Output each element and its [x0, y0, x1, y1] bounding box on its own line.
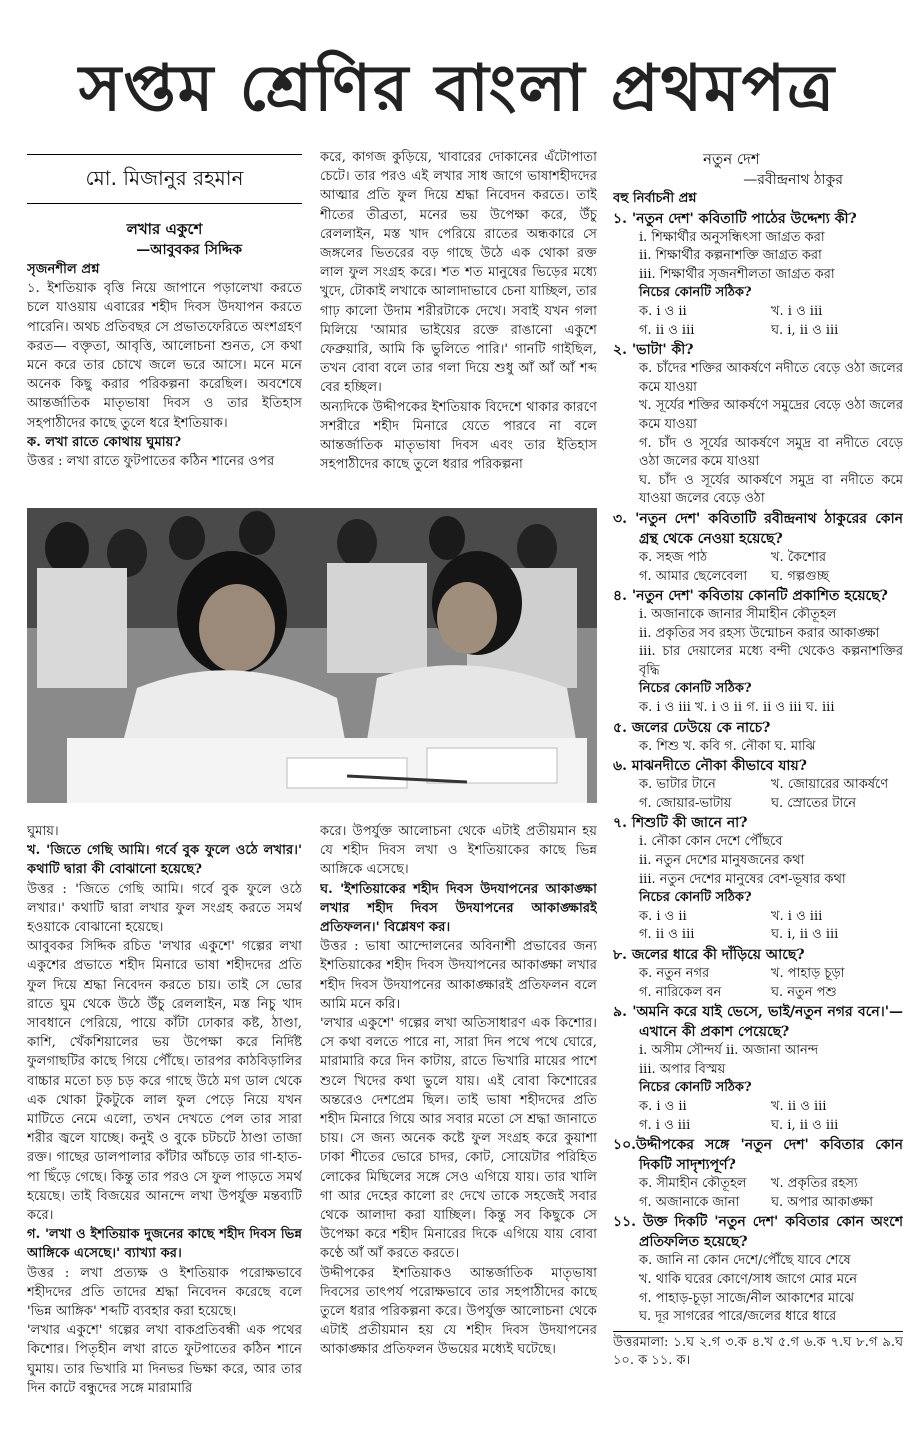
mcq-q3: ৩. 'নতুন দেশ' কবিতাটি রবীন্দ্রনাথ ঠাকুরের কোন গ্রন্থ থেকে নেওয়া হয়েছে? [613, 510, 903, 547]
mcq-q11-opt: খ. থাকি ঘরের কোণে/সাধ জাগে মোর মনে [639, 1271, 858, 1287]
choice: ক. i ও ii [639, 303, 687, 319]
mcq-which: নিচের কোনটি সঠিক? [639, 285, 752, 301]
choice: গ. ii ও iii [639, 927, 695, 943]
question-gha: ঘ. 'ইশতিয়াকের শহীদ দিবস উদযাপনের আকাঙ্ক্ষা লখার শহীদ দিবস উদযাপনের আকাঙ্ক্ষারই প্রতিফলন।' বিশ্লেষণ কর। [320, 881, 597, 936]
choice: ক. সহজ পাঠ [639, 549, 708, 565]
col2-paragraph-2: অন্যদিকে উদ্দীপকের ইশতিয়াক বিদেশে থাকার কারণে সশরীরে শহীদ মিনারে যেতে পারবে না বলে আন্তর্জাতিক মাতৃভাষা দিবস এবং তার ইতিহাস সহপাঠীদের কাছে তুলে ধরার পরিকল্পনা [320, 399, 597, 473]
mcq-q6-choices [613, 795, 903, 814]
choice: ঘ. i, ii ও iii [771, 322, 839, 338]
col3-mcq [613, 148, 903, 1423]
question-ka: ক. লখা রাতে কোথায় ঘুমায়? [27, 434, 182, 450]
poem-author: —রবীন্দ্রনাথ ঠাকুর [743, 172, 843, 188]
choice: খ. i ও iii [771, 303, 823, 319]
choice: গ. ii ও iii [639, 322, 695, 338]
mcq-q9-choices [613, 1117, 903, 1136]
choice: খ. ii ও iii [771, 1098, 827, 1114]
choice: ঘ. i, ii ও iii [771, 927, 839, 943]
question-ga: গ. 'লখা ও ইশতিয়াক দুজনের কাছে শহীদ দিবস ভিন্ন আঙ্গিকে এসেছে।' ব্যাখ্যা কর। [27, 1227, 302, 1262]
answer-kha: উত্তর : 'জিতে গেছি আমি। গর্বে বুক ফুলে ওঠে লখার।' কথাটি দ্বারা লখার ফুল সংগ্রহ করতে সমর্থ হওয়াকে বোঝানো হয়েছে। [27, 881, 302, 936]
photo-illustration [27, 508, 597, 803]
mcq-q4-opt: ii. প্রকৃতির সব রহস্য উন্মোচন করার আকাঙ্ক্ষা [639, 625, 880, 641]
mcq-q9-choices [613, 1098, 903, 1117]
col2b-p1: 'লখার একুশে' গল্পের লখা অতিসাধারণ এক কিশোর। সে কথা বলতে পারে না, সারা দিন পথে পথে ঘোরে, মারামারি করে দিন কাটায়, রাতে ভিখারি মায়ের পাশে শুলে খিদের কথা ভুলে যায়। এই বোবা কিশোরের অন্তরেও দেশপ্রেম ছিল। তাই ভাষা শহীদদের প্রতি শহীদ মিনারে গিয়ে আর সবার মতো সে শ্রদ্ধা জানাতে চায়। সে জন্য অনেক কষ্টে ফুল সংগ্রহ করে কুয়াশা ঢাকা শীতের ভোরে চাদর, কোট, সোয়েটার পরিহিত লোকের মিছিলের সঙ্গে সেও এগিয়ে যায়। তার খালি গা আর দেহের কালো রং দেখে তাকে সহজেই সবার থেকে আলাদা করা যাচ্ছিল। কিন্তু সব কিছুকে সে উপেক্ষা করে শহীদ মিনারের দিকে এগিয়ে যায় বোবা কণ্ঠে আঁ আঁ করতে করতে। [320, 1016, 597, 1262]
mcq-q11: ১১. উক্ত দিকটি 'নতুন দেশ' কবিতার কোন অংশে প্রতিফলিত হয়েছে? [613, 1214, 903, 1251]
mcq-q8: ৮. জলের ধারে কী দাঁড়িয়ে আছে? [613, 947, 805, 963]
story-title: লখার একুশে [126, 220, 203, 238]
story-author: —আবুবকর সিদ্দিক [136, 242, 242, 258]
mcq-q2: ২. 'ভাটা' কী? [613, 342, 694, 359]
answer-ka: উত্তর : লখা রাতে ফুটপাতের কঠিন শানের ওপর [27, 454, 275, 470]
col2b-p2: উদ্দীপকের ইশতিয়াকও আন্তর্জাতিক মাতৃভাষা দিবসের তাৎপর্য পরোক্ষভাবে তার সহপাঠীদের কাছে তুলে ধরার পরিকল্পনা করে। উপর্যুক্ত আলোচনা থেকে এটাই প্রতীয়মান হয় যে শহীদ দিবস উদযাপনের আকাঙ্ক্ষার প্রতিফলন উভয়ের মধ্যেই ঘটেছে। [320, 1265, 597, 1358]
mcq-q11-opt: ক. জানি না কোন দেশে/পৌঁছে যাবে শেষে [639, 1253, 851, 1269]
choice: ক. i ও ii [639, 908, 687, 924]
mcq-q7-opt: iii. নতুন দেশের মানুষের বেশ-ভূষার কথা [639, 871, 846, 887]
mcq-q6: ৬. মাঝনদীতে নৌকা কীভাবে যায়? [613, 758, 807, 775]
mcq-q10: ১০.উদ্দীপকের সঙ্গে 'নতুন দেশ' কবিতার কোন দিকটি সাদৃশ্যপূর্ণ? [613, 1137, 903, 1174]
choice: ক. সীমাহীন কৌতূহল [639, 1176, 747, 1192]
choice: ক. নতুন নগর [639, 966, 710, 981]
col1-top [27, 148, 302, 498]
col2-top [320, 148, 597, 498]
question-kha: খ. 'জিতে গেছি আমি। গর্বে বুক ফুলে ওঠে লখার।' কথাটি দ্বারা কী বোঝানো হয়েছে? [27, 843, 302, 878]
mcq-q4-choices: ক. i ও iii খ. i ও ii গ. ii ও iii ঘ. iii [639, 700, 835, 716]
choice: গ. অজানাকে জানা [639, 1194, 740, 1210]
mcq-which: নিচের কোনটি সঠিক? [639, 890, 752, 906]
mcq-q7-opt: ii. নতুন দেশের মানুষজনের কথা [639, 853, 805, 869]
mcq-which: নিচের কোনটি সঠিক? [639, 1080, 752, 1096]
choice: খ. জোয়ারের আকর্ষণে [771, 777, 889, 793]
col1-bottom [27, 822, 302, 1422]
mcq-q4-opt: i. অজানাকে জানার সীমাহীন কৌতূহল [639, 607, 837, 623]
mcq-section: বহু নির্বাচনী প্রশ্ন [613, 191, 697, 206]
col2-bottom [320, 822, 597, 1422]
choice: গ. আমার ছেলেবেলা [639, 568, 748, 584]
col1b-p0: ঘুমায়। [27, 824, 59, 839]
choice: ঘ. নতুন পশু [771, 984, 837, 1000]
choice: গ. i ও iii [639, 1117, 691, 1133]
mcq-q11-opt: ঘ. দূর সাগরের পারে/জলের ধারে ধারে [639, 1309, 837, 1325]
mcq-q2-opt: ঘ. চাঁদ ও সূর্যের আকর্ষণে সমুদ্র বা নদীতে কমে যাওয়া জলের বেড়ে ওঠা [639, 472, 903, 507]
mcq-q4: ৪. 'নতুন দেশ' কবিতায় কোনটি প্রকাশিত হয়েছে? [613, 588, 888, 605]
mcq-q1-choices [613, 303, 903, 322]
mcq-which: নিচের কোনটি সঠিক? [639, 681, 752, 697]
mcq-q8-choices [613, 984, 903, 1003]
poem-title: নতুন দেশ [703, 150, 760, 168]
students-writing-photo [27, 508, 597, 803]
article-author: মো. মিজানুর রহমান [27, 154, 302, 204]
answer-gha: উত্তর : ভাষা আন্দোলনের অবিনাশী প্রভাবের জন্য ইশতিয়াকের শহীদ দিবস উদযাপনের আকাঙ্ক্ষা লখার শহীদ দিবস উদযাপনের আকাঙ্ক্ষারই প্রতিফলন বলে আমি মনে করি। [320, 939, 597, 1012]
mcq-q5: ৫. জলের ঢেউয়ে কে নাচে? [613, 719, 771, 736]
mcq-q7-choices [613, 926, 903, 945]
mcq-q2-opt: গ. চাঁদ ও সূর্যের আকর্ষণে সমুদ্র বা নদীতে বেড়ে ওঠা জলের কমে যাওয়া [639, 435, 903, 470]
choice: গ. জোয়ার-ভাটায় [639, 795, 732, 811]
mcq-q4-opt: iii. চার দেয়ালের মধ্যে বন্দী থেকেও কল্পনাশক্তির বৃদ্ধি [639, 644, 903, 678]
mcq-q9-opt: i. অসীম সৌন্দর্য ii. অজানা আনন্দ [639, 1043, 819, 1059]
mcq-q7: ৭. শিশুটি কী জানে না? [613, 815, 748, 832]
answer-key: উত্তরমালা: ১.ঘ ২.গ ৩.ক ৪.খ ৫.গ ৬.ক ৭.ঘ ৮.গ ৯.ঘ ১০. ক ১১. ক। [613, 1331, 903, 1371]
section-heading: সৃজনশীল প্রশ্ন [27, 262, 100, 277]
mcq-q10-choices [613, 1175, 903, 1194]
mcq-q3-choices [613, 568, 903, 587]
mcq-q1-opt: i. শিক্ষার্থীর অনুসন্ধিৎসা জাগ্রত করা [639, 229, 825, 245]
mcq-q6-choices [613, 776, 903, 795]
choice: খ. প্রকৃতির রহস্য [771, 1176, 858, 1192]
col2b-p0: করে। উপর্যুক্ত আলোচনা থেকে এটাই প্রতীয়মান হয় যে শহীদ দিবস লখা ও ইশতিয়াকের কাছে ভিন্ন আঙ্গিকে এসেছে। [320, 824, 597, 878]
mcq-q9: ৯. 'অমনি করে যাই ভেসে, ভাই/নতুন নগর বনে।'—এখানে কী প্রকাশ পেয়েছে? [613, 1004, 903, 1041]
col1b-p1: আবুবকর সিদ্দিক রচিত 'লখার একুশে' গল্পের লখা একুশের প্রভাতে শহীদ মিনারে ভাষা শহীদদের প্রতি ফুল দিয়ে শ্রদ্ধা নিবেদন করতে চায়। তাই সে ভোর রাতে ঘুম থেকে উঠে উঁচু রেললাইন, মস্ত নিচু খাদ সাবধানে পেরিয়ে, পায়ে কাঁটা ঢোকার কষ্ট, ঠাণ্ডা, কাশি, খেঁকশিয়ালের ভয় উপেক্ষা করে নির্দিষ্ট ফুলগাছটির কাছে গিয়ে পৌঁছে। তারপর কাঠবিড়ালির বাচ্চার মতো চড় চড় করে গাছে উঠে মগ ডাল থেকে এক থোকা টুকটুকে লাল ফুল পেড়ে নিয়ে যখন মাটিতে নেমে এলো, তখন দেখতে পেল তার সারা শরীর জ্বলে যাচ্ছে। কনুই ও বুকে চটচটে ঠাণ্ডা তাজা রক্ত। গাছের ডালপালার কাঁটার আঁচড়ে তার গা-হাত-পা ছিঁড়ে গেছে। কিন্তু তার পরও সে ফুল পাড়তে সমর্থ হয়েছে। তাই বিজয়ের আনন্দে লখা উপর্যুক্ত মন্তব্যটি করে। [27, 939, 302, 1224]
choice: ঘ. গল্পগুচ্ছ [771, 568, 829, 584]
choice: গ. নারিকেল বন [639, 984, 722, 1000]
col1b-p2: 'লখার একুশে' গল্পের লখা বাকপ্রতিবন্ধী এক পথের কিশোর। পিতৃহীন লখা রাতে ফুটপাতের কঠিন শানে ঘুমায়। তার ভিখারি মা দিনভর ভিক্ষা করে, আর তার দিন কাটে বন্ধুদের সঙ্গে মারামারি [27, 1323, 302, 1396]
mcq-q11-opt: গ. পাহাড়-চূড়া সাজে/নীল আকাশের মাঝে [639, 1290, 855, 1306]
mcq-q7-opt: i. নৌকা কোন দেশে পৌঁছবে [639, 834, 783, 850]
mcq-q1-opt: iii. শিক্ষার্থীর সৃজনশীলতা জাগ্রত করা [639, 266, 835, 282]
choice: খ. পাহাড় চূড়া [771, 966, 845, 981]
choice: ক. i ও ii [639, 1098, 687, 1114]
stimulus-text: ১. ইশতিয়াক বৃত্তি নিয়ে জাপানে পড়ালেখা করতে চলে যাওয়ায় এবারের শহীদ দিবস উদযাপন করতে পারেনি। অথচ প্রতিবছর সে প্রভাতফেরিতে অংশগ্রহণ করত— বক্তৃতা, আবৃত্তি, আলোচনা শুনত, সে কথা মনে করে তার চোখে জলে ভরে আসে। মনে মনে অনেক কিছু করার পরিকল্পনা করেছিল। অবশেষে আন্তর্জাতিক মাতৃভাষা দিবস ও তার ইতিহাস সহপাঠীদের কাছে তুলে ধরে ইশতিয়াক। [27, 281, 302, 431]
mcq-q1-choices [613, 322, 903, 341]
mcq-q2-opt: ক. চাঁদের শক্তির আকর্ষণে নদীতে বেড়ে ওঠা জলের কমে যাওয়া [639, 361, 903, 395]
choice: ঘ. i, ii ও iii [771, 1117, 839, 1133]
choice: ক. ভাটার টানে [639, 777, 716, 793]
choice: খ. কৈশোর [771, 549, 826, 565]
mcq-q3-choices [613, 549, 903, 568]
mcq-q9-opt: iii. অপার বিস্ময় [639, 1061, 726, 1077]
choice: খ. i ও iii [771, 908, 823, 924]
answer-ga: উত্তর : লখা প্রত্যক্ষ ও ইশতিয়াক পরোক্ষভাবে শহীদদের প্রতি তাদের শ্রদ্ধা নিবেদন করেছে বলে 'ভিন্ন আঙ্গিক' শব্দটি ব্যবহার করা হয়েছে। [27, 1265, 302, 1320]
mcq-q1-opt: ii. শিক্ষার্থীর কল্পনাশক্তি জাগ্রত করা [639, 248, 822, 264]
choice: ঘ. অপার আকাঙ্ক্ষা [771, 1194, 874, 1210]
mcq-q5-choices: ক. শিশু খ. কবি গ. নৌকা ঘ. মাঝি [639, 738, 816, 754]
col2-paragraph: করে, কাগজ কুড়িয়ে, খাবারের দোকানের এঁটোপাতা চেটে। তার পরও এই লখার সাধ জাগে ভাষাশহীদদের আত্মার প্রতি ফুল দিয়ে শ্রদ্ধা নিবেদন করতে। তাই শীতের তীব্রতা, মনের ভয় উপেক্ষা করে, উঁচু রেললাইন, মস্ত খাদ পেরিয়ে রাতের অন্ধকারে সে জঙ্গলের ভিতরের বড় গাছে উঠে এক থোকা রক্ত লাল ফুল সংগ্রহ করে। শত শত মানুষের ভিড়ের মধ্যে খুদে, টোকাই লখাকে আলাদাভাবে চেনা যাচ্ছিল, তার গাঢ় কালো উদাম শরীরটাকে দেখে। সবাই যখন গলা মিলিয়ে 'আমার ভাইয়ের রক্তে রাঙানো একুশে ফেব্রুয়ারি, আমি কি ভুলিতে পারি।' গানটি গাইছিল, তখন বোবা বলে তার গলা দিয়ে শুধু আঁ আঁ আঁ শব্দ বের হচ্ছিল। [320, 150, 597, 396]
mcq-q2-opt: খ. সূর্যের শক্তির আকর্ষণে সমুদ্রের বেড়ে ওঠা জলের কমে যাওয়া [639, 398, 903, 432]
page-title: সপ্তম শ্রেণির বাংলা প্রথমপত্র [78, 52, 837, 126]
choice: ঘ. স্রোতের টানে [771, 795, 857, 811]
mcq-q1: ১. 'নতুন দেশ' কবিতাটি পাঠের উদ্দেশ্য কী? [613, 210, 857, 227]
mcq-q10-choices [613, 1194, 903, 1213]
mcq-q8-choices [613, 965, 903, 984]
mcq-q7-choices [613, 908, 903, 927]
